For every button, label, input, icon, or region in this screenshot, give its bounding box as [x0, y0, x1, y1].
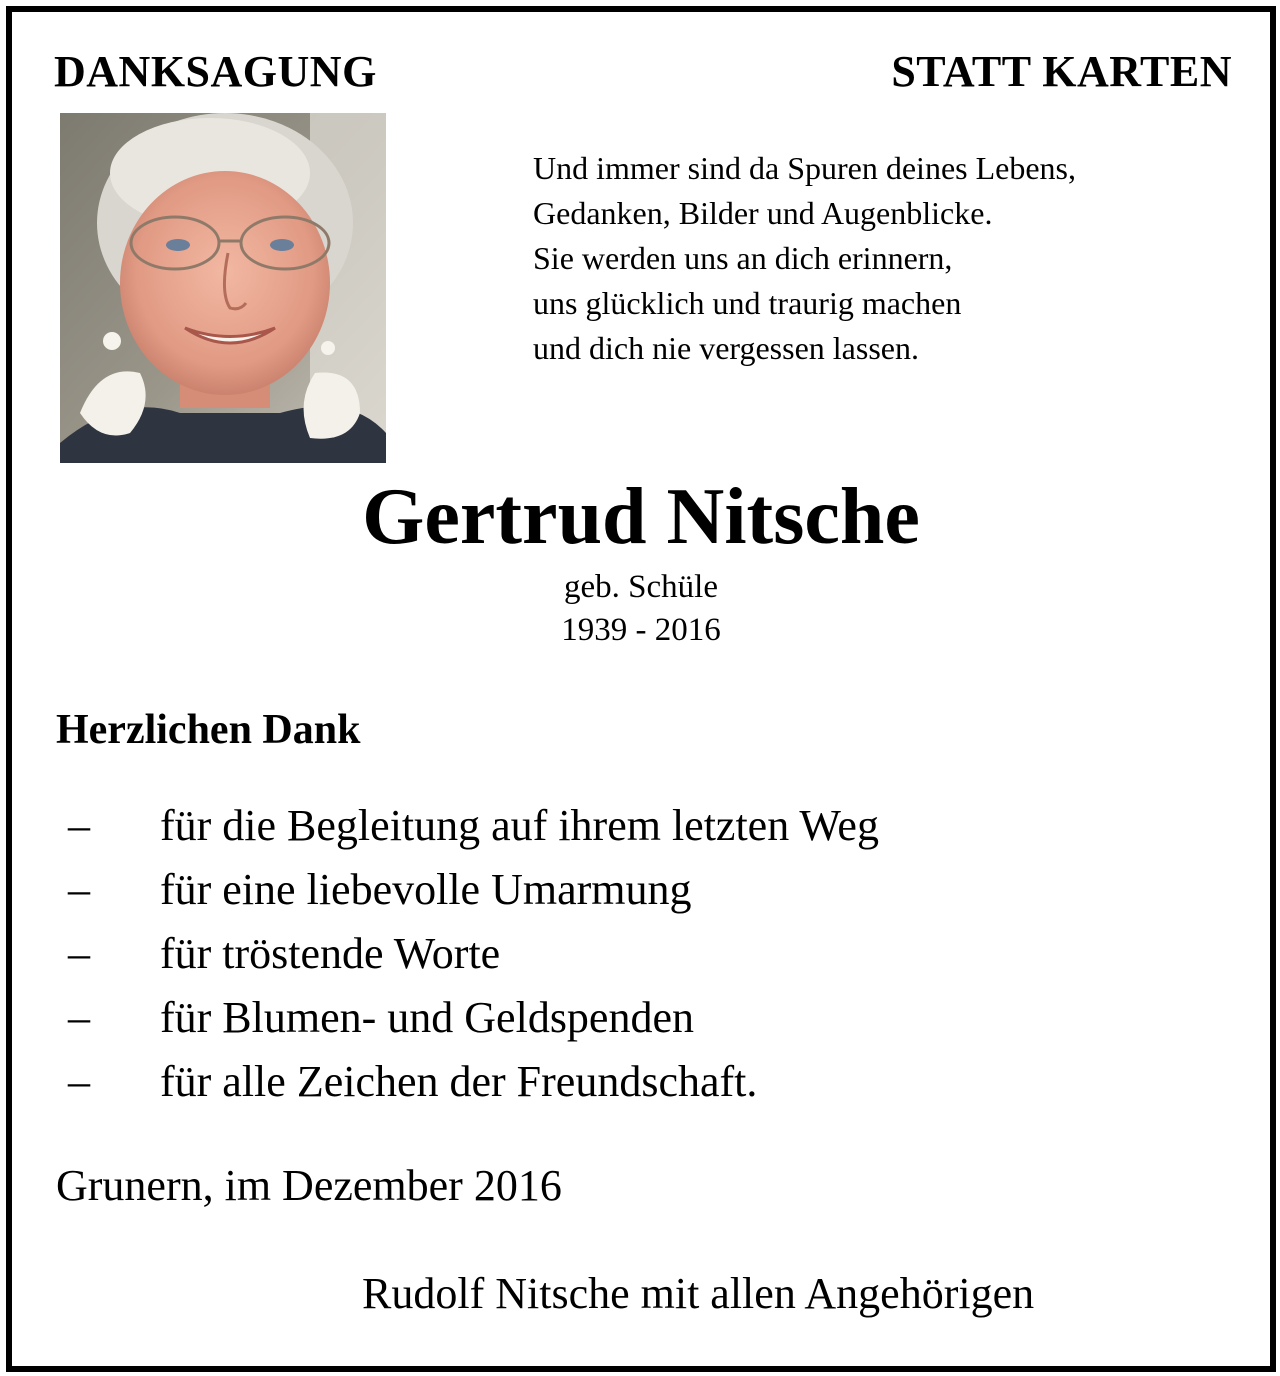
poem-line: uns glücklich und traurig machen: [533, 285, 962, 321]
list-item-text: für die Begleitung auf ihrem letzten Weg: [160, 801, 879, 850]
header-statt-karten: STATT KARTEN: [891, 47, 1232, 96]
list-item: [68, 1050, 879, 1114]
list-item: [68, 986, 879, 1050]
list-item: [68, 794, 879, 858]
thanks-heading: Herzlichen Dank: [56, 707, 361, 753]
signature: Rudolf Nitsche mit allen Angehörigen: [362, 1269, 1035, 1318]
poem-line: Gedanken, Bilder und Augenblicke.: [533, 195, 993, 231]
portrait-illustration: [60, 113, 386, 463]
thanks-list: [68, 794, 879, 1114]
list-item-text: für eine liebevolle Umarmung: [160, 865, 692, 914]
list-item-text: für Blumen- und Geldspenden: [160, 993, 694, 1042]
list-item-text: für tröstende Worte: [160, 929, 501, 978]
poem: [533, 146, 1076, 371]
header-danksagung: DANKSAGUNG: [54, 47, 377, 96]
poem-line: Sie werden uns an dich erinnern,: [533, 240, 953, 276]
list-dash: –: [68, 801, 90, 850]
notice-frame: [6, 6, 1276, 1372]
list-dash: –: [68, 929, 90, 978]
birth-name: geb. Schüle: [564, 569, 718, 605]
portrait-photo: [60, 113, 386, 463]
list-dash: –: [68, 1057, 90, 1106]
poem-line: Und immer sind da Spuren deines Lebens,: [533, 150, 1076, 186]
place-date: Grunern, im Dezember 2016: [56, 1161, 562, 1210]
list-dash: –: [68, 993, 90, 1042]
list-dash: –: [68, 865, 90, 914]
list-item: [68, 922, 879, 986]
list-item-text: für alle Zeichen der Freundschaft.: [160, 1057, 758, 1106]
poem-line: und dich nie vergessen lassen.: [533, 330, 919, 366]
life-years: 1939 - 2016: [561, 612, 721, 648]
list-item: [68, 858, 879, 922]
deceased-name: Gertrud Nitsche: [362, 473, 920, 561]
